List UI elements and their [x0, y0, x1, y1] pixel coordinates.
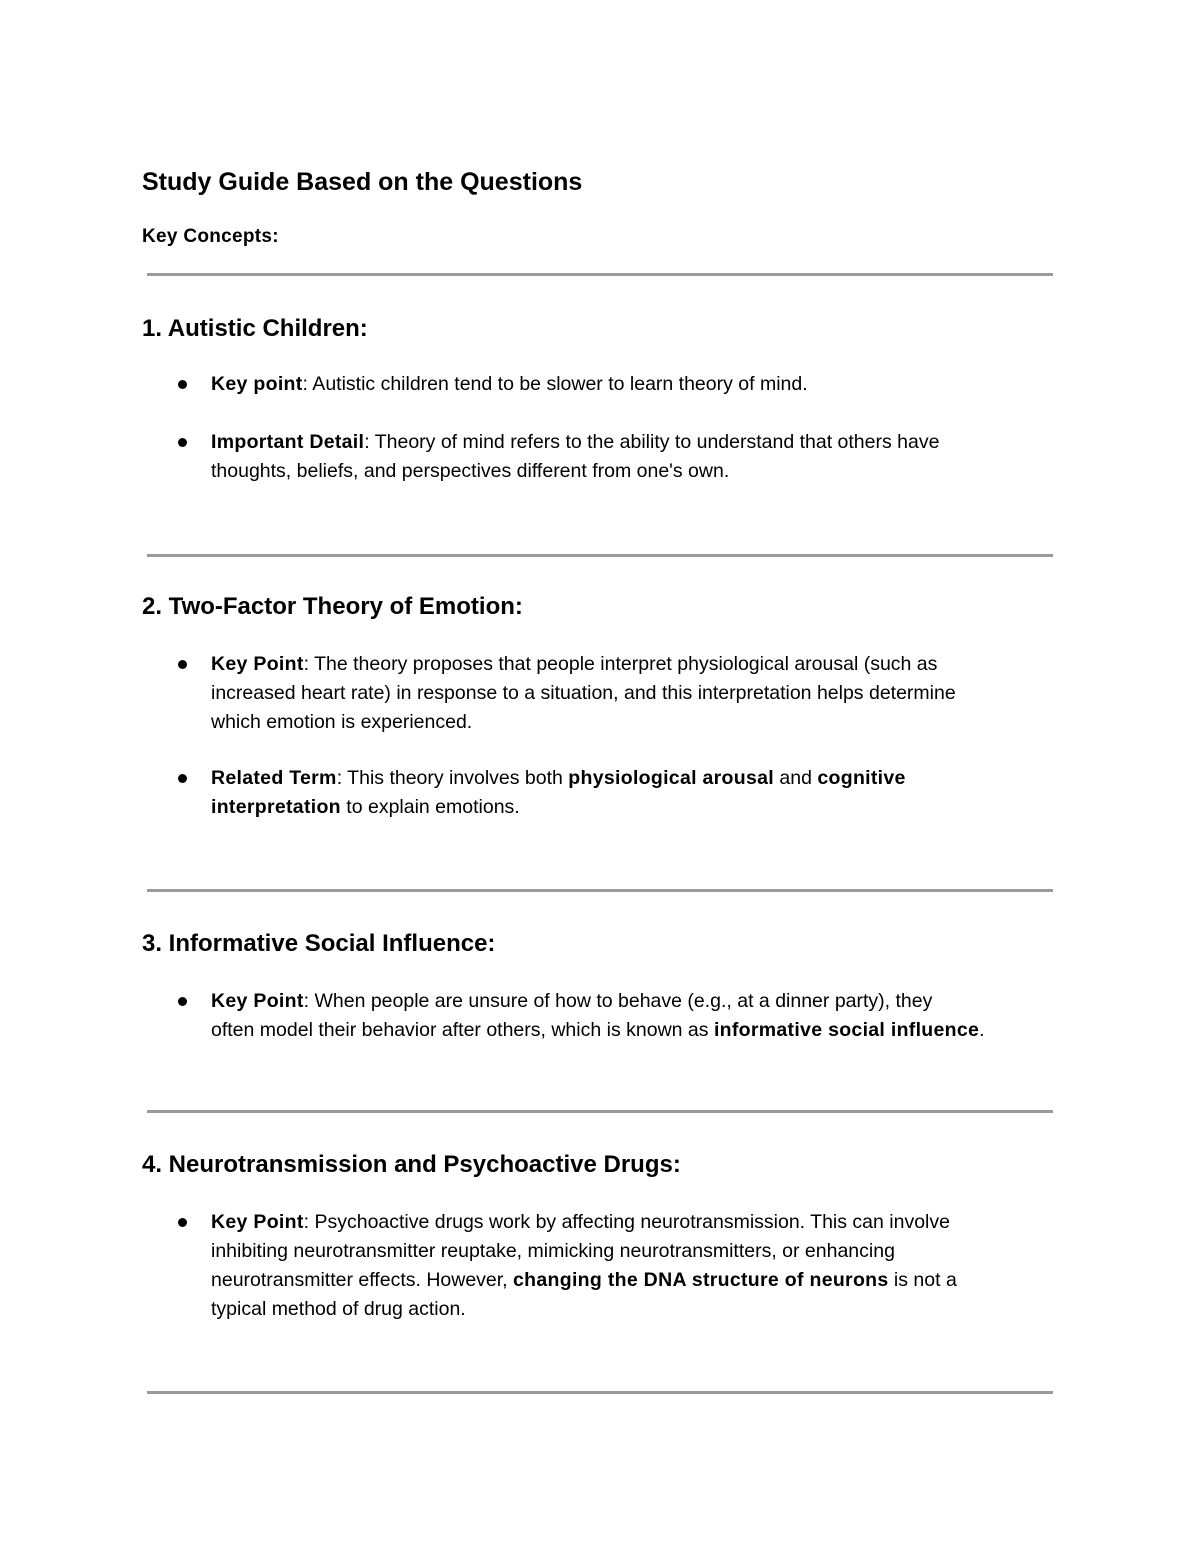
bold-term: physiological arousal — [568, 767, 774, 789]
bullet-text-line — [211, 370, 808, 399]
bullet-point-icon — [178, 774, 187, 783]
bold-term: changing the DNA structure of neurons — [513, 1269, 889, 1291]
text-run: neurotransmitter effects. However, — [211, 1269, 514, 1291]
bullet-text-line — [211, 1208, 950, 1237]
text-run: and — [774, 767, 818, 789]
bold-term: Key Point — [211, 990, 304, 1012]
text-run: : Autistic children tend to be slower to learn theory of mind. — [302, 373, 808, 395]
section-heading: 1. Autistic Children: — [142, 315, 368, 342]
text-run: . — [979, 1019, 985, 1041]
bullet-point-icon — [178, 438, 187, 447]
text-run: inhibiting neurotransmitter reuptake, mimicking neurotransmitters, or enhancing — [211, 1240, 895, 1262]
bold-term: Key point — [211, 373, 303, 395]
text-run: : Psychoactive drugs work by affecting neurotransmission. This can involve — [303, 1211, 950, 1233]
bullet-point-icon — [178, 997, 187, 1006]
bold-term: informative social influence — [713, 1019, 980, 1041]
section-divider — [147, 1110, 1053, 1113]
text-run: often model their behavior after others, which is known as — [211, 1019, 714, 1041]
section-heading: 3. Informative Social Influence: — [142, 930, 496, 957]
text-run: increased heart rate) in response to a situation, and this interpretation helps determine — [211, 682, 956, 704]
text-run: thoughts, beliefs, and perspectives different from one's own. — [211, 460, 730, 482]
text-run: which emotion is experienced. — [211, 711, 473, 733]
bullet-text-line — [211, 457, 729, 486]
section-divider — [147, 554, 1053, 557]
bullet-text-line — [211, 793, 520, 822]
bullet-text-line — [211, 708, 472, 737]
bullet-text-line — [211, 764, 906, 793]
bullet-text-line — [211, 1237, 895, 1266]
bullet-text-line — [211, 679, 956, 708]
bullet-text-line — [211, 650, 937, 679]
section-heading: 4. Neurotransmission and Psychoactive Drugs: — [142, 1151, 681, 1178]
bullet-point-icon — [178, 380, 187, 389]
text-run: is not a — [888, 1269, 957, 1291]
bold-term: cognitive — [817, 767, 906, 789]
section-heading: 2. Two-Factor Theory of Emotion: — [142, 593, 523, 620]
bullet-text-line — [211, 1295, 466, 1324]
text-run: to explain emotions. — [340, 796, 520, 818]
key-concepts-label: Key Concepts: — [142, 226, 279, 247]
text-run: : When people are unsure of how to behave (e.g., at a dinner party), they — [303, 990, 933, 1012]
bold-term: Key Point — [211, 653, 304, 675]
bold-term: Important Detail — [211, 431, 365, 453]
section-divider — [147, 1391, 1053, 1394]
bullet-text-line — [211, 987, 932, 1016]
bullet-text-line — [211, 428, 939, 457]
section-divider — [147, 273, 1053, 276]
bullet-text-line — [211, 1266, 957, 1295]
text-run: : This theory involves both — [336, 767, 569, 789]
bold-term: interpretation — [211, 796, 341, 818]
bold-term: Key Point — [211, 1211, 304, 1233]
page-title: Study Guide Based on the Questions — [142, 168, 583, 196]
bullet-point-icon — [178, 1218, 187, 1227]
text-run: : The theory proposes that people interpret physiological arousal (such as — [303, 653, 938, 675]
section-divider — [147, 889, 1053, 892]
bullet-text-line — [211, 1016, 985, 1045]
text-run: typical method of drug action. — [211, 1298, 466, 1320]
bold-term: Related Term — [211, 767, 337, 789]
bullet-point-icon — [178, 660, 187, 669]
text-run: : Theory of mind refers to the ability to understand that others have — [364, 431, 940, 453]
